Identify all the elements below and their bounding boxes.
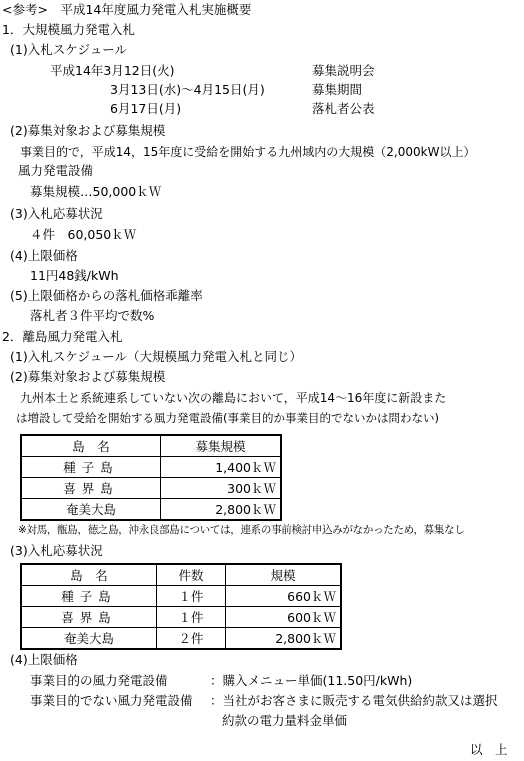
price-value-non-business: ：当社がお客さまに販売する電気供給約款又は選択	[210, 693, 498, 708]
section2-schedule-heading: (1)入札スケジュール（大規模風力発電入札と同じ）	[10, 349, 302, 364]
column-header: 募集規模	[161, 435, 282, 457]
schedule-event-1: 募集説明会	[312, 63, 375, 78]
scale-value: 2,800ｋＷ	[161, 499, 282, 521]
table-row	[21, 586, 341, 607]
price-label-non-business: 事業目的でない風力発電設備	[30, 693, 193, 708]
section1-deviation: 落札者３件平均で数%	[30, 308, 155, 323]
bid-count: １件	[157, 586, 226, 607]
table-row	[21, 499, 281, 521]
section1-bid-result: ４件 60,050ｋＷ	[30, 227, 137, 242]
section1-schedule-heading: (1)入札スケジュール	[10, 42, 127, 57]
scale-value: 1,400ｋＷ	[161, 457, 282, 478]
table-row	[21, 457, 281, 478]
section2-bid-heading: (3)入札応募状況	[10, 543, 103, 558]
bid-status-table	[20, 563, 342, 650]
section1-bid-heading: (3)入札応募状況	[10, 206, 103, 221]
recruitment-table	[20, 434, 282, 521]
section2-note: ※対馬，甑島，徳之島，沖永良部島については，連系の事前検討申込みがなかったため，募集なし	[18, 524, 465, 536]
schedule-event-2: 募集期間	[312, 82, 363, 97]
island-name: 奄美大島	[21, 499, 161, 521]
table-row	[21, 478, 281, 499]
section1-price-heading: (4)上限価格	[10, 248, 78, 263]
section2-target-text-2: は増設して受給を開始する風力発電設備(事業目的か事業目的でないかは問わない)	[16, 411, 439, 425]
table-row	[21, 628, 341, 650]
island-name: 喜界島	[21, 478, 161, 499]
schedule-date-2: 3月13日(水)～4月15日(月)	[110, 82, 265, 97]
section2-target-heading: (2)募集対象および募集規模	[10, 369, 166, 384]
table-row	[21, 607, 341, 628]
section1-target-text-2: 風力発電設備	[18, 163, 94, 178]
column-header: 件数	[157, 564, 226, 586]
price-label-business: 事業目的の風力発電設備	[30, 673, 168, 688]
section1-scale: 募集規模…50,000ｋＷ	[30, 184, 162, 199]
price-value-business: ：購入メニュー単価(11.50円/kWh)	[210, 673, 413, 688]
island-name: 喜界島	[21, 607, 157, 628]
bid-count: １件	[157, 607, 226, 628]
price-value-non-business-2: 約款の電力量料金単価	[222, 713, 348, 728]
island-name: 種子島	[21, 586, 157, 607]
island-name: 種子島	[21, 457, 161, 478]
schedule-date-3: 6月17日(月)	[110, 101, 182, 116]
document-end-mark: 以 上	[470, 742, 508, 757]
island-name: 奄美大島	[21, 628, 157, 650]
column-header: 島 名	[21, 435, 161, 457]
bid-scale: 660ｋＷ	[226, 586, 342, 607]
bid-scale: 2,800ｋＷ	[226, 628, 342, 650]
bid-count: ２件	[157, 628, 226, 650]
page-header: <参考> 平成14年度風力発電入札実施概要	[2, 2, 252, 17]
section1-target-heading: (2)募集対象および募集規模	[10, 123, 166, 138]
section2-target-text: 九州本土と系統連系していない次の離島において，平成14～16年度に新設また	[20, 391, 447, 405]
bid-scale: 600ｋＷ	[226, 607, 342, 628]
schedule-event-3: 落札者公表	[312, 101, 375, 116]
section1-title: 1．大規模風力発電入札	[2, 22, 135, 37]
table-header-row	[21, 564, 341, 586]
column-header: 島 名	[21, 564, 157, 586]
schedule-date-1: 平成14年3月12日(火)	[50, 63, 175, 78]
section1-price: 11円48銭/kWh	[30, 268, 119, 283]
section1-target-text: 事業目的で，平成14，15年度に受給を開始する九州域内の大規模（2,000kW以上）	[20, 145, 476, 159]
section1-deviation-heading: (5)上限価格からの落札価格乖離率	[10, 288, 203, 303]
scale-value: 300ｋＷ	[161, 478, 282, 499]
section2-price-heading: (4)上限価格	[10, 652, 78, 667]
column-header: 規模	[226, 564, 342, 586]
section2-title: 2．離島風力発電入札	[2, 329, 123, 344]
table-header-row	[21, 435, 281, 457]
